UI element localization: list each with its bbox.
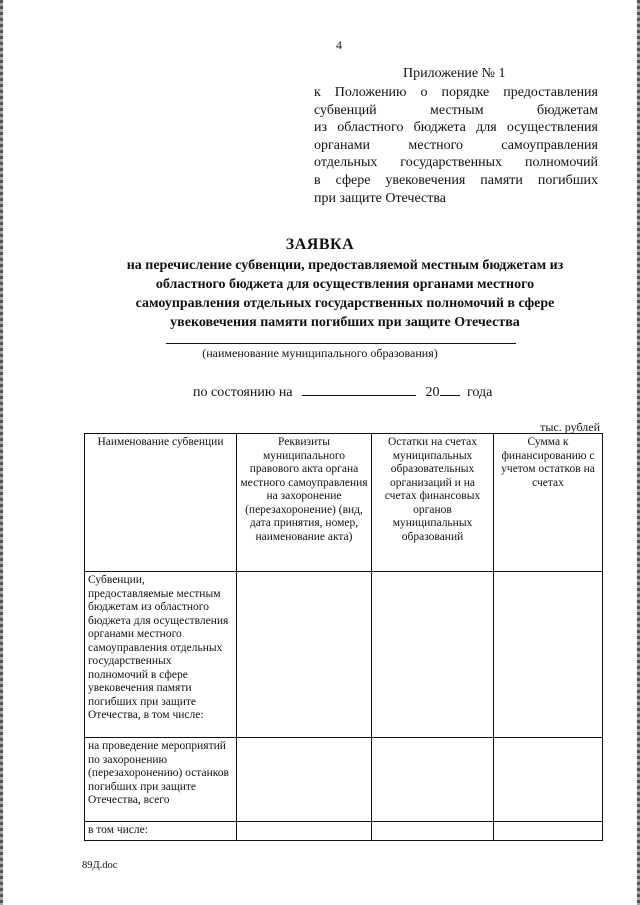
- units-label: тыс. рублей: [540, 420, 600, 434]
- date-blank: [302, 383, 416, 396]
- cell-balances: [372, 738, 494, 822]
- appendix-line: из областного бюджета для осуществления: [314, 120, 598, 136]
- cell-legal-act: [237, 572, 372, 738]
- municipality-name-line: [166, 343, 516, 344]
- municipality-name-caption: (наименование муниципального образования): [202, 346, 438, 360]
- appendix-line: субвенций местным бюджетам: [314, 102, 598, 118]
- table-row: [85, 822, 603, 841]
- state-label: по состоянию на: [193, 385, 293, 400]
- appendix-body: [314, 84, 598, 207]
- header-balances: Остатки на счетах муниципальных образовательных организаций и на счетах финансовых органов муниципальных образований: [372, 434, 494, 572]
- appendix-line: отдельных государственных полномочий: [314, 155, 598, 171]
- year-blank: [440, 383, 460, 396]
- table-header-row: [85, 434, 603, 572]
- subvention-table: [84, 433, 603, 841]
- row-label: Субвенции, предоставляемые местным бюджетам из областного бюджета для осуществления органами местного самоуправления отдельных государственных полномочий в сфере увековечения памяти погибших при защите Отечества, в том числе:: [85, 572, 237, 738]
- document-code: 89Д.doc: [82, 860, 118, 871]
- appendix-line: к Положению о порядке предоставления: [314, 85, 598, 100]
- table-row: [85, 572, 603, 738]
- form-title: ЗАЯВКА: [285, 236, 355, 253]
- appendix-title: Приложение № 1: [403, 66, 506, 81]
- cell-legal-act: [237, 822, 372, 841]
- year-suffix: года: [467, 385, 493, 400]
- form-subtitle: на перечисление субвенции, предоставляемой местным бюджетам из областного бюджета для осуществления органами местного самоуправления отдельных государственных полномочий в сфере увековечения памяти погибших при защите Отечества: [126, 258, 564, 330]
- header-subvention-name: Наименование субвенции: [85, 434, 237, 572]
- appendix-line: органами местного самоуправления: [314, 137, 598, 153]
- appendix-line: в сфере увековечения памяти погибших: [314, 172, 598, 188]
- cell-balances: [372, 822, 494, 841]
- row-label: на проведение мероприятий по захоронению (перезахоронению) останков погибших при защите Отечества, всего: [85, 738, 237, 822]
- scan-edge-left: [0, 0, 3, 905]
- cell-balances: [372, 572, 494, 738]
- row-label: в том числе:: [85, 822, 237, 841]
- cell-amount: [494, 822, 603, 841]
- header-amount: Сумма к финансированию с учетом остатков на счетах: [494, 434, 603, 572]
- cell-legal-act: [237, 738, 372, 822]
- header-legal-act: Реквизиты муниципального правового акта органа местного самоуправления на захоронение (перезахоронение) (вид, дата принятия, номер, наименование акта): [237, 434, 372, 572]
- state-date-row: [193, 383, 492, 401]
- cell-amount: [494, 572, 603, 738]
- year-prefix: 20: [425, 385, 440, 400]
- table-row: [85, 738, 603, 822]
- cell-amount: [494, 738, 603, 822]
- appendix-line: при защите Отечества: [314, 190, 447, 206]
- page-number: 4: [336, 38, 342, 52]
